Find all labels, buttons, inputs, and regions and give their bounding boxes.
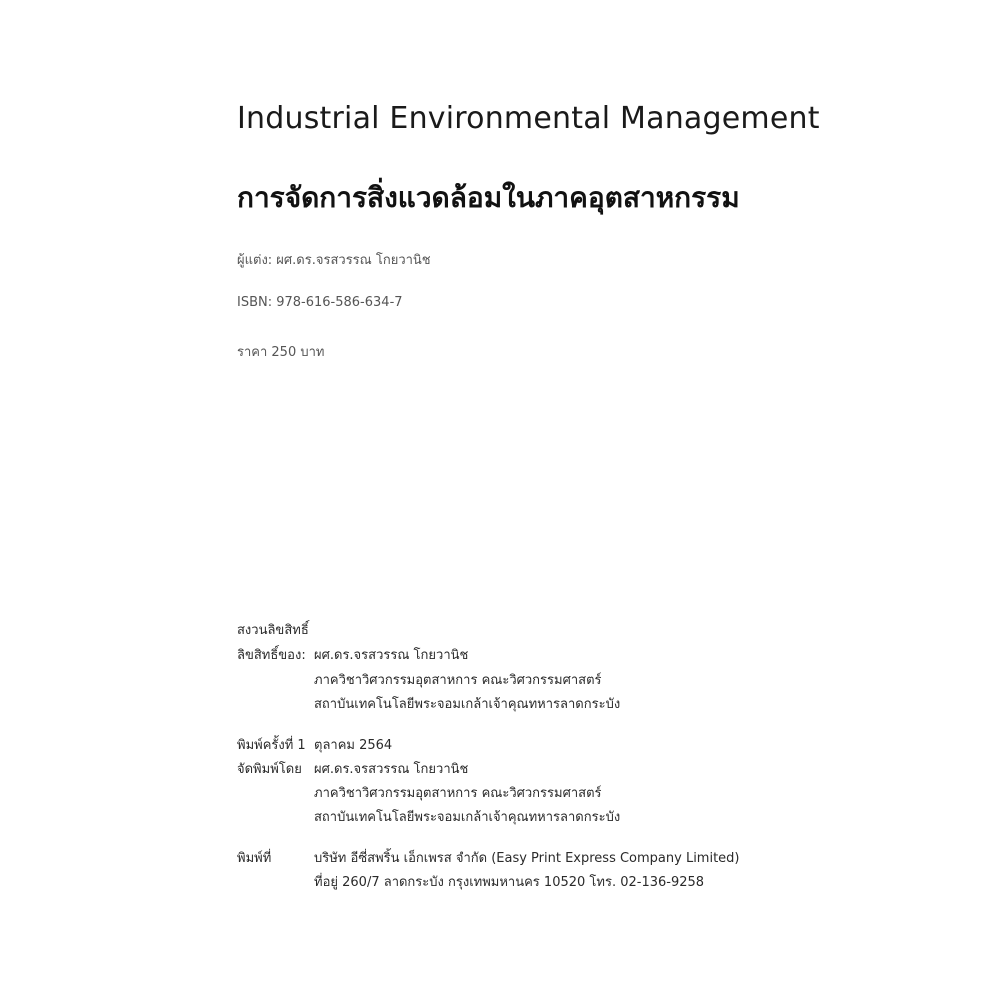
printer-address-line: ที่อยู่ 260/7 ลาดกระบัง กรุงเทพมหานคร 10520 โทร. 02-136-9258: [314, 875, 705, 890]
copyright-holder-line: สถาบันเทคโนโลยีพระจอมเกล้าเจ้าคุณทหารลาดกระบัง: [314, 697, 621, 712]
publisher-line: ภาควิชาวิศวกรรมอุตสาหการ คณะวิศวกรรมศาสตร์: [314, 786, 602, 801]
copyright-holder-line: ภาควิชาวิศวกรรมอุตสาหการ คณะวิศวกรรมศาสตร์: [314, 673, 602, 688]
copyright-label: ลิขสิทธิ์ของ:: [237, 648, 306, 663]
publisher-label: จัดพิมพ์โดย: [237, 762, 302, 777]
isbn-line: ISBN: 978-616-586-634-7: [237, 295, 403, 310]
printer-label: พิมพ์ที่: [237, 851, 272, 866]
price-line: ราคา 250 บาท: [237, 345, 325, 360]
edition-label: พิมพ์ครั้งที่ 1: [237, 738, 306, 753]
copyright-holder-line: ผศ.ดร.จรสวรรณ โกยวานิช: [314, 648, 469, 663]
english-title: Industrial Environmental Management: [237, 101, 820, 136]
thai-title: การจัดการสิ่งแวดล้อมในภาคอุตสาหกรรม: [237, 181, 740, 214]
rights-reserved-heading: สงวนลิขสิทธิ์: [237, 623, 309, 638]
printer-line: บริษัท อีซี่สพริ้น เอ็กเพรส จำกัด (Easy Print Express Company Limited): [314, 851, 740, 866]
author-line: ผู้แต่ง: ผศ.ดร.จรสวรรณ โกยวานิช: [237, 253, 431, 268]
publisher-line: สถาบันเทคโนโลยีพระจอมเกล้าเจ้าคุณทหารลาดกระบัง: [314, 810, 621, 825]
publisher-line: ผศ.ดร.จรสวรรณ โกยวานิช: [314, 762, 469, 777]
edition-date: ตุลาคม 2564: [314, 738, 393, 753]
